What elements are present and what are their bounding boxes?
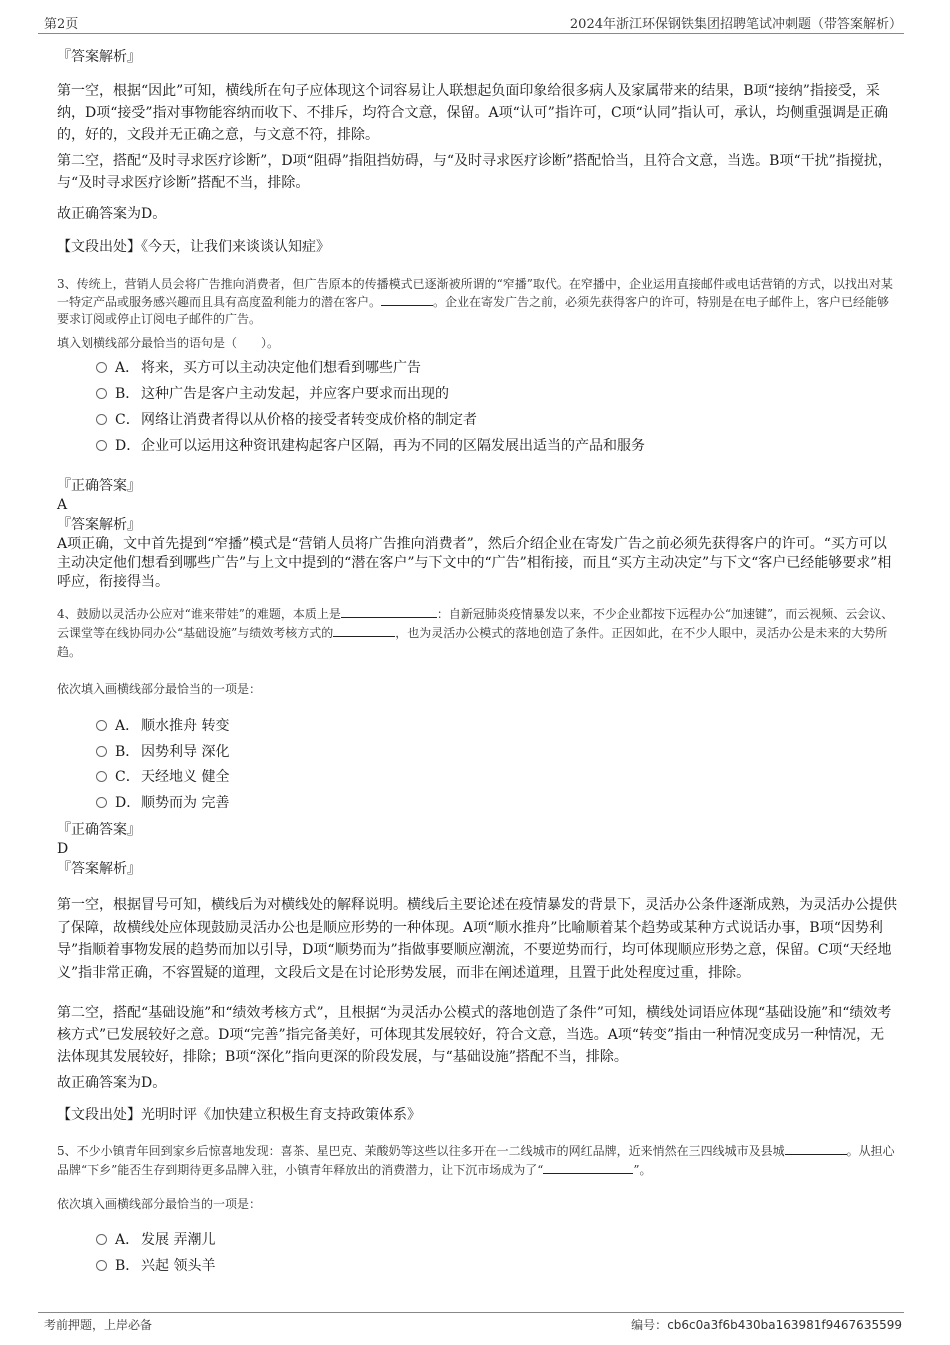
- page-header: [38, 11, 904, 34]
- q3-analysis-label: 『答案解析』: [57, 517, 141, 533]
- q2-conclusion: 故正确答案为D。: [57, 206, 167, 222]
- fill-blank: [333, 624, 395, 637]
- fill-blank: [381, 293, 433, 306]
- q3-analysis: A项正确，文中首先提到“窄播”模式是“营销人员将广告推向消费者”，然后介绍企业在寄发广告之前必须先获得客户的许可。“买方可以主动决定他们想看到哪些广告”与上文中提到的“潜在客户”与下文中的“广告”相衔接，而且“买方主动决定”与下文“客户已经能够要求”相呼应，衔接得当。: [57, 536, 892, 590]
- q3-answer-label: 『正确答案』: [57, 478, 141, 494]
- q4-source: 【文段出处】光明时评《加快建立积极生育支持政策体系》: [57, 1107, 421, 1123]
- q4-option-d[interactable]: D．顺势而为 完善: [96, 793, 229, 813]
- document-title: 2024年浙江环保钢铁集团招聘笔试冲刺题（带答案解析）: [569, 17, 902, 32]
- q4-answer-label: 『正确答案』: [57, 822, 141, 838]
- q3-option-b[interactable]: B． 这种广告是客户主动发起，并应客户要求而出现的: [96, 384, 449, 404]
- page-number: 第2页: [44, 17, 79, 32]
- q4-prompt: 依次填入画横线部分最恰当的一项是：: [57, 682, 262, 696]
- q2-source: 【文段出处】《今天，让我们来谈谈认知症》: [57, 239, 330, 255]
- q4-analysis-para2: 第二空，搭配“基础设施”和“绩效考核方式”，且根据“为灵活办公模式的落地创造了条件”可知，横线处词语应体现“基础设施”和“绩效考核方式”已发展较好之意。D项“完善”指完备美好，可体现其发展较好，符合文意，当选。A项“转变”指由一种情况变成另一种情况，无法体现其发展较好，排除；B项“深化”指向更深的阶段发展，与“基础设施”搭配不当，排除。: [57, 1005, 892, 1065]
- fill-blank: [341, 605, 437, 618]
- radio-icon[interactable]: [96, 771, 107, 782]
- radio-icon[interactable]: [96, 414, 107, 425]
- q5-option-b[interactable]: B． 兴起 领头羊: [96, 1256, 215, 1276]
- q2-analysis-label: 『答案解析』: [57, 49, 141, 65]
- q3-stem: 3、传统上，营销人员会将广告推向消费者，但广告原本的传播模式已逐渐被所谓的“窄播”取代。在窄播中，企业运用直接邮件或电话营销的方式，以找出对某一特定产品或服务感兴趣而且具有高度盈利能力的潜在客户。 。企业在寄发广告之前，必须先获得客户的许可，特别是在电子邮件上，客户已经能够要求订阅或停止订阅电子邮件的广告。: [57, 277, 893, 326]
- q3-option-a[interactable]: A． 将来，买方可以主动决定他们想看到哪些广告: [96, 358, 421, 378]
- radio-icon[interactable]: [96, 362, 107, 373]
- radio-icon[interactable]: [96, 797, 107, 808]
- radio-icon[interactable]: [96, 1260, 107, 1271]
- q5-prompt: 依次填入画横线部分最恰当的一项是：: [57, 1197, 262, 1211]
- q4-conclusion: 故正确答案为D。: [57, 1075, 167, 1091]
- q3-option-d[interactable]: D．企业可以运用这种资讯建构起客户区隔，再为不同的区隔发展出适当的产品和服务: [96, 436, 645, 456]
- radio-icon[interactable]: [96, 720, 107, 731]
- q2-analysis-para2: 第二空，搭配“及时寻求医疗诊断”，D项“阻碍”指阻挡妨碍，与“及时寻求医疗诊断”搭配恰当，且符合文意，当选。B项“干扰”指搅扰，与“及时寻求医疗诊断”搭配不当，排除。: [57, 153, 892, 191]
- q4-stem: 4、鼓励以灵活办公应对“谁来带娃”的难题，本质上是 ：自新冠肺炎疫情暴发以来，不少企业都按下远程办公“加速键”，而云视频、云会议、云课堂等在线协同办公“基础设施”与绩效考核方式的 ，也为灵活办公模式的落地创造了条件。正因如此，在不少人眼中，灵活办公是未来的大势所趋。: [57, 607, 894, 659]
- q4-analysis-label: 『答案解析』: [57, 861, 141, 877]
- q3-answer: A: [57, 497, 68, 513]
- radio-icon[interactable]: [96, 1234, 107, 1245]
- footer-slogan: 考前押题，上岸必备: [44, 1318, 153, 1332]
- page-footer: [38, 1312, 904, 1335]
- q3-prompt: 填入划横线部分最恰当的语句是（ ）。: [57, 336, 280, 350]
- q5-stem: 5、不少小镇青年回到家乡后惊喜地发现：喜茶、星巴克、茉酸奶等这些以往多开在一二线城市的网红品牌，近来悄然在三四线城市及县城 。从担心品牌“下乡”能否生存到期待更多品牌入驻，小镇青年释放出的消费潜力，让下沉市场成为了“ ”。: [57, 1144, 895, 1177]
- q4-analysis-para1: 第一空，根据冒号可知，横线后为对横线处的解释说明。横线后主要论述在疫情暴发的背景下，灵活办公条件逐渐成熟，为灵活办公提供了保障，故横线处应体现鼓励灵活办公也是顺应形势的一种体现。A项“顺水推舟”比喻顺着某个趋势或某种方式说话办事，B项“因势利导”指顺着事物发展的趋势而加以引导，D项“顺势而为”指做事要顺应潮流，不要逆势而行，均可体现顺应形势之意，保留。C项“天经地义”指非常正确，不容置疑的道理，文段后文是在讨论形势发展，而非在阐述道理，且置于此处程度过重，排除。: [57, 897, 897, 981]
- radio-icon[interactable]: [96, 388, 107, 399]
- fill-blank: [543, 1161, 633, 1174]
- radio-icon[interactable]: [96, 440, 107, 451]
- q4-answer: D: [57, 841, 69, 857]
- radio-icon[interactable]: [96, 746, 107, 757]
- q3-option-c[interactable]: C．网络让消费者得以从价格的接受者转变成价格的制定者: [96, 410, 477, 430]
- fill-blank: [785, 1142, 847, 1155]
- q4-option-b[interactable]: B． 因势利导 深化: [96, 742, 229, 762]
- document-code: 编号：cb6c0a3f6b430ba163981f9467635599: [631, 1318, 902, 1332]
- q4-option-c[interactable]: C．天经地义 健全: [96, 767, 229, 787]
- q4-option-a[interactable]: A． 顺水推舟 转变: [96, 716, 229, 736]
- q5-option-a[interactable]: A． 发展 弄潮儿: [96, 1230, 215, 1250]
- q2-analysis-para1: 第一空，根据“因此”可知，横线所在句子应体现这个词容易让人联想起负面印象给很多病人及家属带来的结果，B项“接纳”指接受，采纳，D项“接受”指对事物能容纳而收下、不排斥，均符合文意，保留。A项“认可”指许可，C项“认同”指认可，承认，均侧重强调是正确的，好的，文段并无正确之意，与文意不符，排除。: [57, 83, 888, 143]
